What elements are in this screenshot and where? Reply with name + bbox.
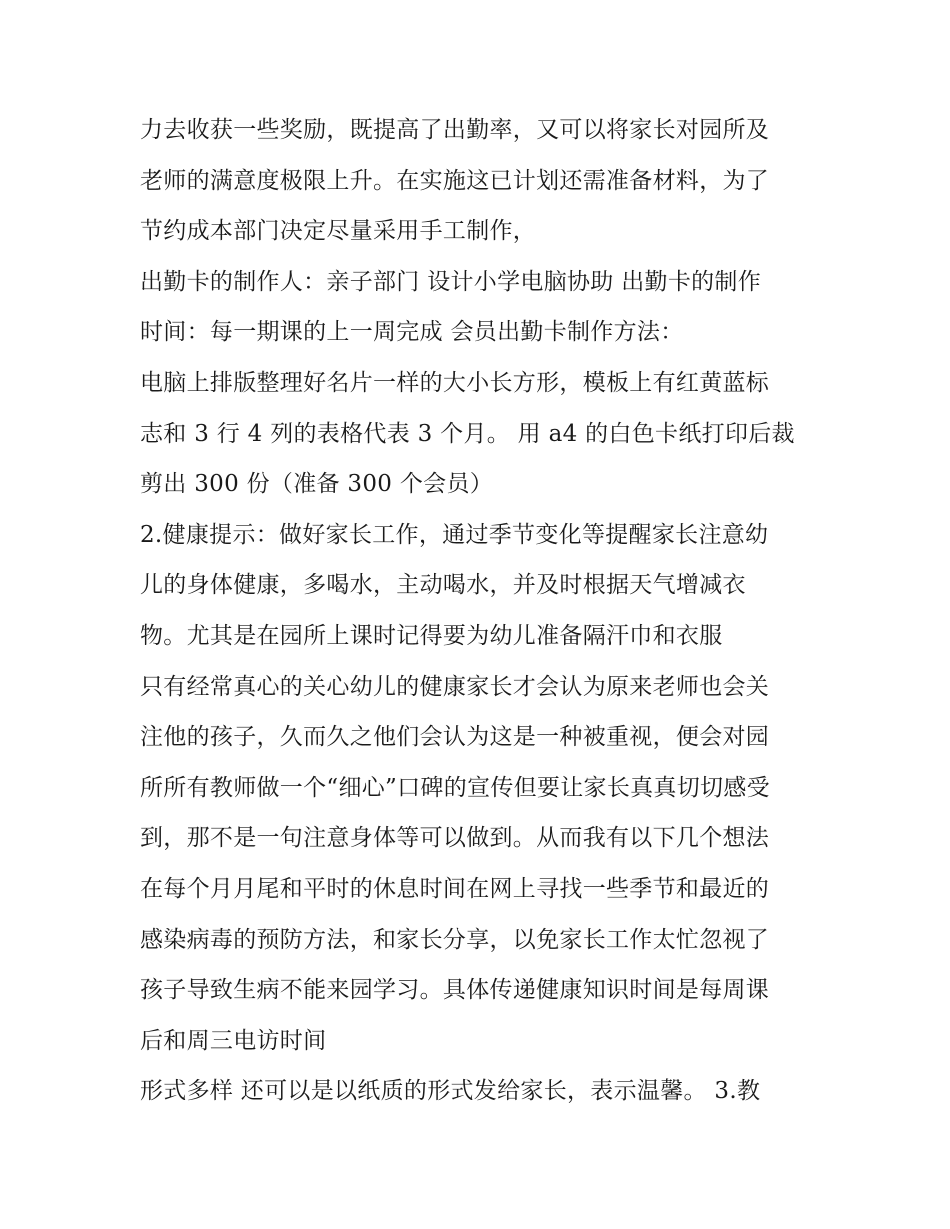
text-line: 出勤卡的制作人：亲子部门 设计小学电脑协助 出勤卡的制作 [140, 268, 762, 295]
text-line: 只有经常真心的关心幼儿的健康家长才会认为原来老师也会关 [140, 673, 770, 700]
text-line: 所所有教师做一个“细心”口碑的宣传但要让家长真真切切感受 [140, 774, 770, 801]
text-line: 力去收获一些奖励，既提高了出勤率，又可以将家长对园所及 [140, 117, 770, 143]
text-line: 到，那不是一句注意身体等可以做到。从而我有以下几个想法 [140, 825, 770, 852]
text-line: 2.健康提示：做好家长工作，通过季节变化等提醒家长注意幼 [140, 521, 769, 548]
document-body [140, 105, 830, 1117]
text-line: 剪出 300 份（准备 300 个会员） [140, 471, 494, 498]
text-line: 电脑上排版整理好名片一样的大小长方形，模板上有红黄蓝标 [140, 369, 770, 396]
text-line: 感染病毒的预防方法，和家长分享，以免家长工作太忙忽视了 [140, 926, 770, 953]
text-line: 后和周三电访时间 [140, 1027, 327, 1054]
text-line: 物。尤其是在园所上课时记得要为幼儿准备隔汗巾和衣服 [140, 622, 723, 649]
text-line: 儿的身体健康，多喝水，主动喝水，并及时根据天气增减衣 [140, 572, 746, 599]
text-line: 时间：每一期课的上一周完成 会员出勤卡制作方法： [140, 319, 684, 346]
text-line: 形式多样 还可以是以纸质的形式发给家长，表示温馨。 3.教 [140, 1078, 761, 1105]
text-line: 孩子导致生病不能来园学习。具体传递健康知识时间是每周课 [140, 977, 770, 1004]
text-line: 志和 3 行 4 列的表格代表 3 个月。 用 a4 的白色卡纸打印后裁 [140, 420, 795, 447]
text-line: 在每个月月尾和平时的休息时间在网上寻找一些季节和最近的 [140, 875, 770, 902]
text-line: 注他的孩子，久而久之他们会认为这是一种被重视，便会对园 [140, 724, 770, 751]
text-line: 老师的满意度极限上升。在实施这已计划还需准备材料，为了 [140, 167, 770, 194]
text-line: 节约成本部门决定尽量采用手工制作， [140, 218, 537, 245]
